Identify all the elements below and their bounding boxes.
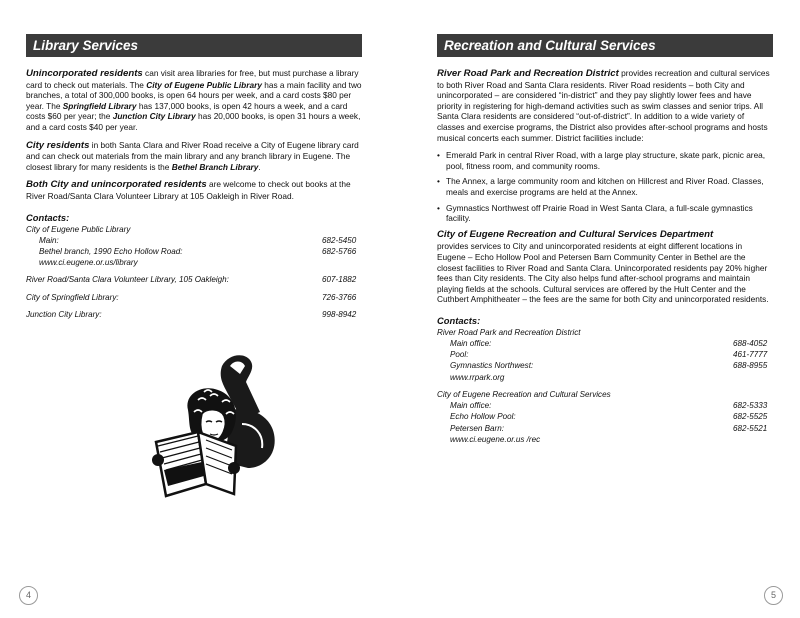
contact-row	[26, 274, 362, 285]
contact-row	[26, 292, 362, 303]
library-url[interactable]: www.ci.eugene.or.us/library	[39, 258, 138, 268]
text: has a main facility and two branches, a total of 300,000 books, is open 64 hours per week, and a card costs $80 per year. The	[26, 79, 362, 111]
contact-label: City of Springfield Library:	[26, 292, 119, 302]
junction-library-name: Junction City Library	[112, 111, 196, 122]
contact-label: River Road/Santa Clara Volunteer Library, 105 Oakleigh:	[26, 275, 229, 285]
contact-row	[437, 423, 773, 434]
contact-phone: 726-3766	[322, 292, 357, 302]
contact-phone: 688-8955	[733, 361, 768, 371]
eugene-rec-url[interactable]: www.ci.eugene.or.us /rec	[450, 434, 541, 444]
contact-row	[437, 360, 773, 371]
springfield-library-name: Springfield Library	[62, 100, 137, 111]
contact-phone: 998-8942	[322, 309, 357, 319]
list-item: • Emerald Park in central River Road, with a large play structure, skate park, picnic area, pool, fitness room, and community rooms.	[437, 150, 773, 171]
unincorporated-paragraph	[26, 68, 362, 133]
library-services-body	[26, 68, 362, 326]
river-road-paragraph	[437, 68, 773, 143]
contact-row	[437, 400, 773, 411]
library-services-header: Library Services	[26, 34, 362, 57]
eugene-library-name: City of Eugene Public Library	[146, 79, 262, 90]
both-residents-paragraph	[26, 179, 362, 201]
contacts-heading: Contacts:	[26, 211, 70, 223]
contact-label: Echo Hollow Pool:	[450, 412, 516, 422]
text: has 20,000 books, is open 31 hours a week, and a card costs $40 per year.	[26, 111, 361, 132]
contact-phone: 682-5521	[733, 423, 768, 433]
eugene-recreation-contacts	[437, 389, 773, 445]
city-residents-paragraph	[26, 140, 362, 173]
lead-city-residents: City residents	[26, 139, 90, 151]
contact-label: Junction City Library:	[26, 309, 102, 319]
contact-phone: 688-4052	[733, 339, 768, 349]
contact-label: Main:	[39, 235, 59, 245]
library-contacts	[26, 212, 362, 320]
eugene-library-contacts	[26, 224, 362, 269]
contact-phone: 682-5525	[733, 412, 768, 422]
contact-row	[437, 338, 773, 349]
text: has 137,000 books, is open 42 hours a week, and a card costs $60 per year; the	[26, 100, 348, 122]
list-item: • Gymnastics Northwest off Prairie Road in West Santa Clara, a full-scale gymnastics facility.	[437, 203, 773, 224]
contact-label: Pool:	[450, 350, 469, 360]
recreation-header: Recreation and Cultural Services	[437, 34, 773, 57]
left-page	[26, 0, 362, 618]
eugene-recreation-title: City of Eugene Recreation and Cultural Services	[437, 389, 611, 399]
contact-row	[437, 349, 773, 360]
contact-label: Gymnastics Northwest:	[450, 361, 534, 371]
eugene-recreation-heading: City of Eugene Recreation and Cultural Services Department	[437, 228, 714, 240]
right-page	[437, 0, 776, 618]
list-item: • The Annex, a large community room and kitchen on Hillcrest and River Road. Classes, meals and exercise programs are held at the Annex.	[437, 176, 773, 197]
page-number-left: 4	[19, 586, 38, 605]
lead-river-road: River Road Park and Recreation District	[437, 68, 619, 79]
text: can visit area libraries for free, but must purchase a library card to check out materials. The	[26, 68, 359, 90]
bethel-library-name: Bethel Branch Library	[171, 161, 259, 172]
contact-row	[437, 411, 773, 422]
child-reading-illustration	[144, 350, 280, 502]
contact-label: Main office:	[450, 339, 492, 349]
text: provides recreation and cultural services to both River Road and Santa Clara residents. River Road residents – both City and unincorporated – are considered “in-district” and they pay slightly lower fees and have priority in registering for high-demand activities such as swim classes and senior trips. All Santa Clara residents are considered “out-of-district”. In addition to a wide variety of classes and exercise programs, the District also provides after-school programs and hosts musical concerts each summer. District facilities include:	[437, 68, 770, 143]
river-road-contacts	[437, 327, 773, 383]
contact-phone: 682-5766	[322, 246, 357, 256]
text: .	[258, 161, 261, 172]
recreation-contacts	[437, 315, 773, 445]
contact-label: Main office:	[450, 401, 492, 411]
contact-phone: 682-5333	[733, 401, 768, 411]
facilities-list	[437, 150, 773, 224]
page-number-right: 5	[764, 586, 783, 605]
contact-phone: 682-5450	[322, 235, 357, 245]
contact-phone: 607-1882	[322, 275, 357, 285]
contact-label: Bethel branch, 1990 Echo Hollow Road:	[39, 246, 183, 256]
lead-unincorporated: Unincorporated residents	[26, 68, 143, 79]
recreation-body	[437, 68, 773, 451]
rrpark-url[interactable]: www.rrpark.org	[450, 372, 505, 382]
text: in both Santa Clara and River Road receive a City of Eugene library card and can check out materials from the main library and any branch library in Eugene. The closest library for many residents is the	[26, 139, 359, 172]
contact-row	[26, 246, 362, 257]
contact-phone: 461-7777	[733, 350, 768, 360]
contact-label: Petersen Barn:	[450, 423, 504, 433]
contacts-heading: Contacts:	[437, 314, 481, 326]
text: are welcome to check out books at the River Road/Santa Clara Volunteer Library at 105 Oakleigh in River Road.	[26, 179, 351, 201]
contact-row	[26, 235, 362, 246]
eugene-recreation-paragraph: provides services to City and unincorporated residents at eight different locations in Eugene – Echo Hollow Pool and Petersen Barn Community Center in Bethel are the closest facilities to River Road and Santa Clara. Unincorporated residents pay 20% higher fees than City residents. The City also helps fund after-school programs and maintain playing fields at the schools. Cultural services are offered by the Hult Center and the Cuthbert Amphitheater – the fees are the same for both City and unincorporated residents.	[437, 241, 769, 305]
lead-both-residents: Both City and unincorporated residents	[26, 179, 207, 191]
eugene-library-title: City of Eugene Public Library	[26, 224, 131, 234]
river-road-title: River Road Park and Recreation District	[437, 327, 581, 337]
contact-row	[26, 309, 362, 320]
